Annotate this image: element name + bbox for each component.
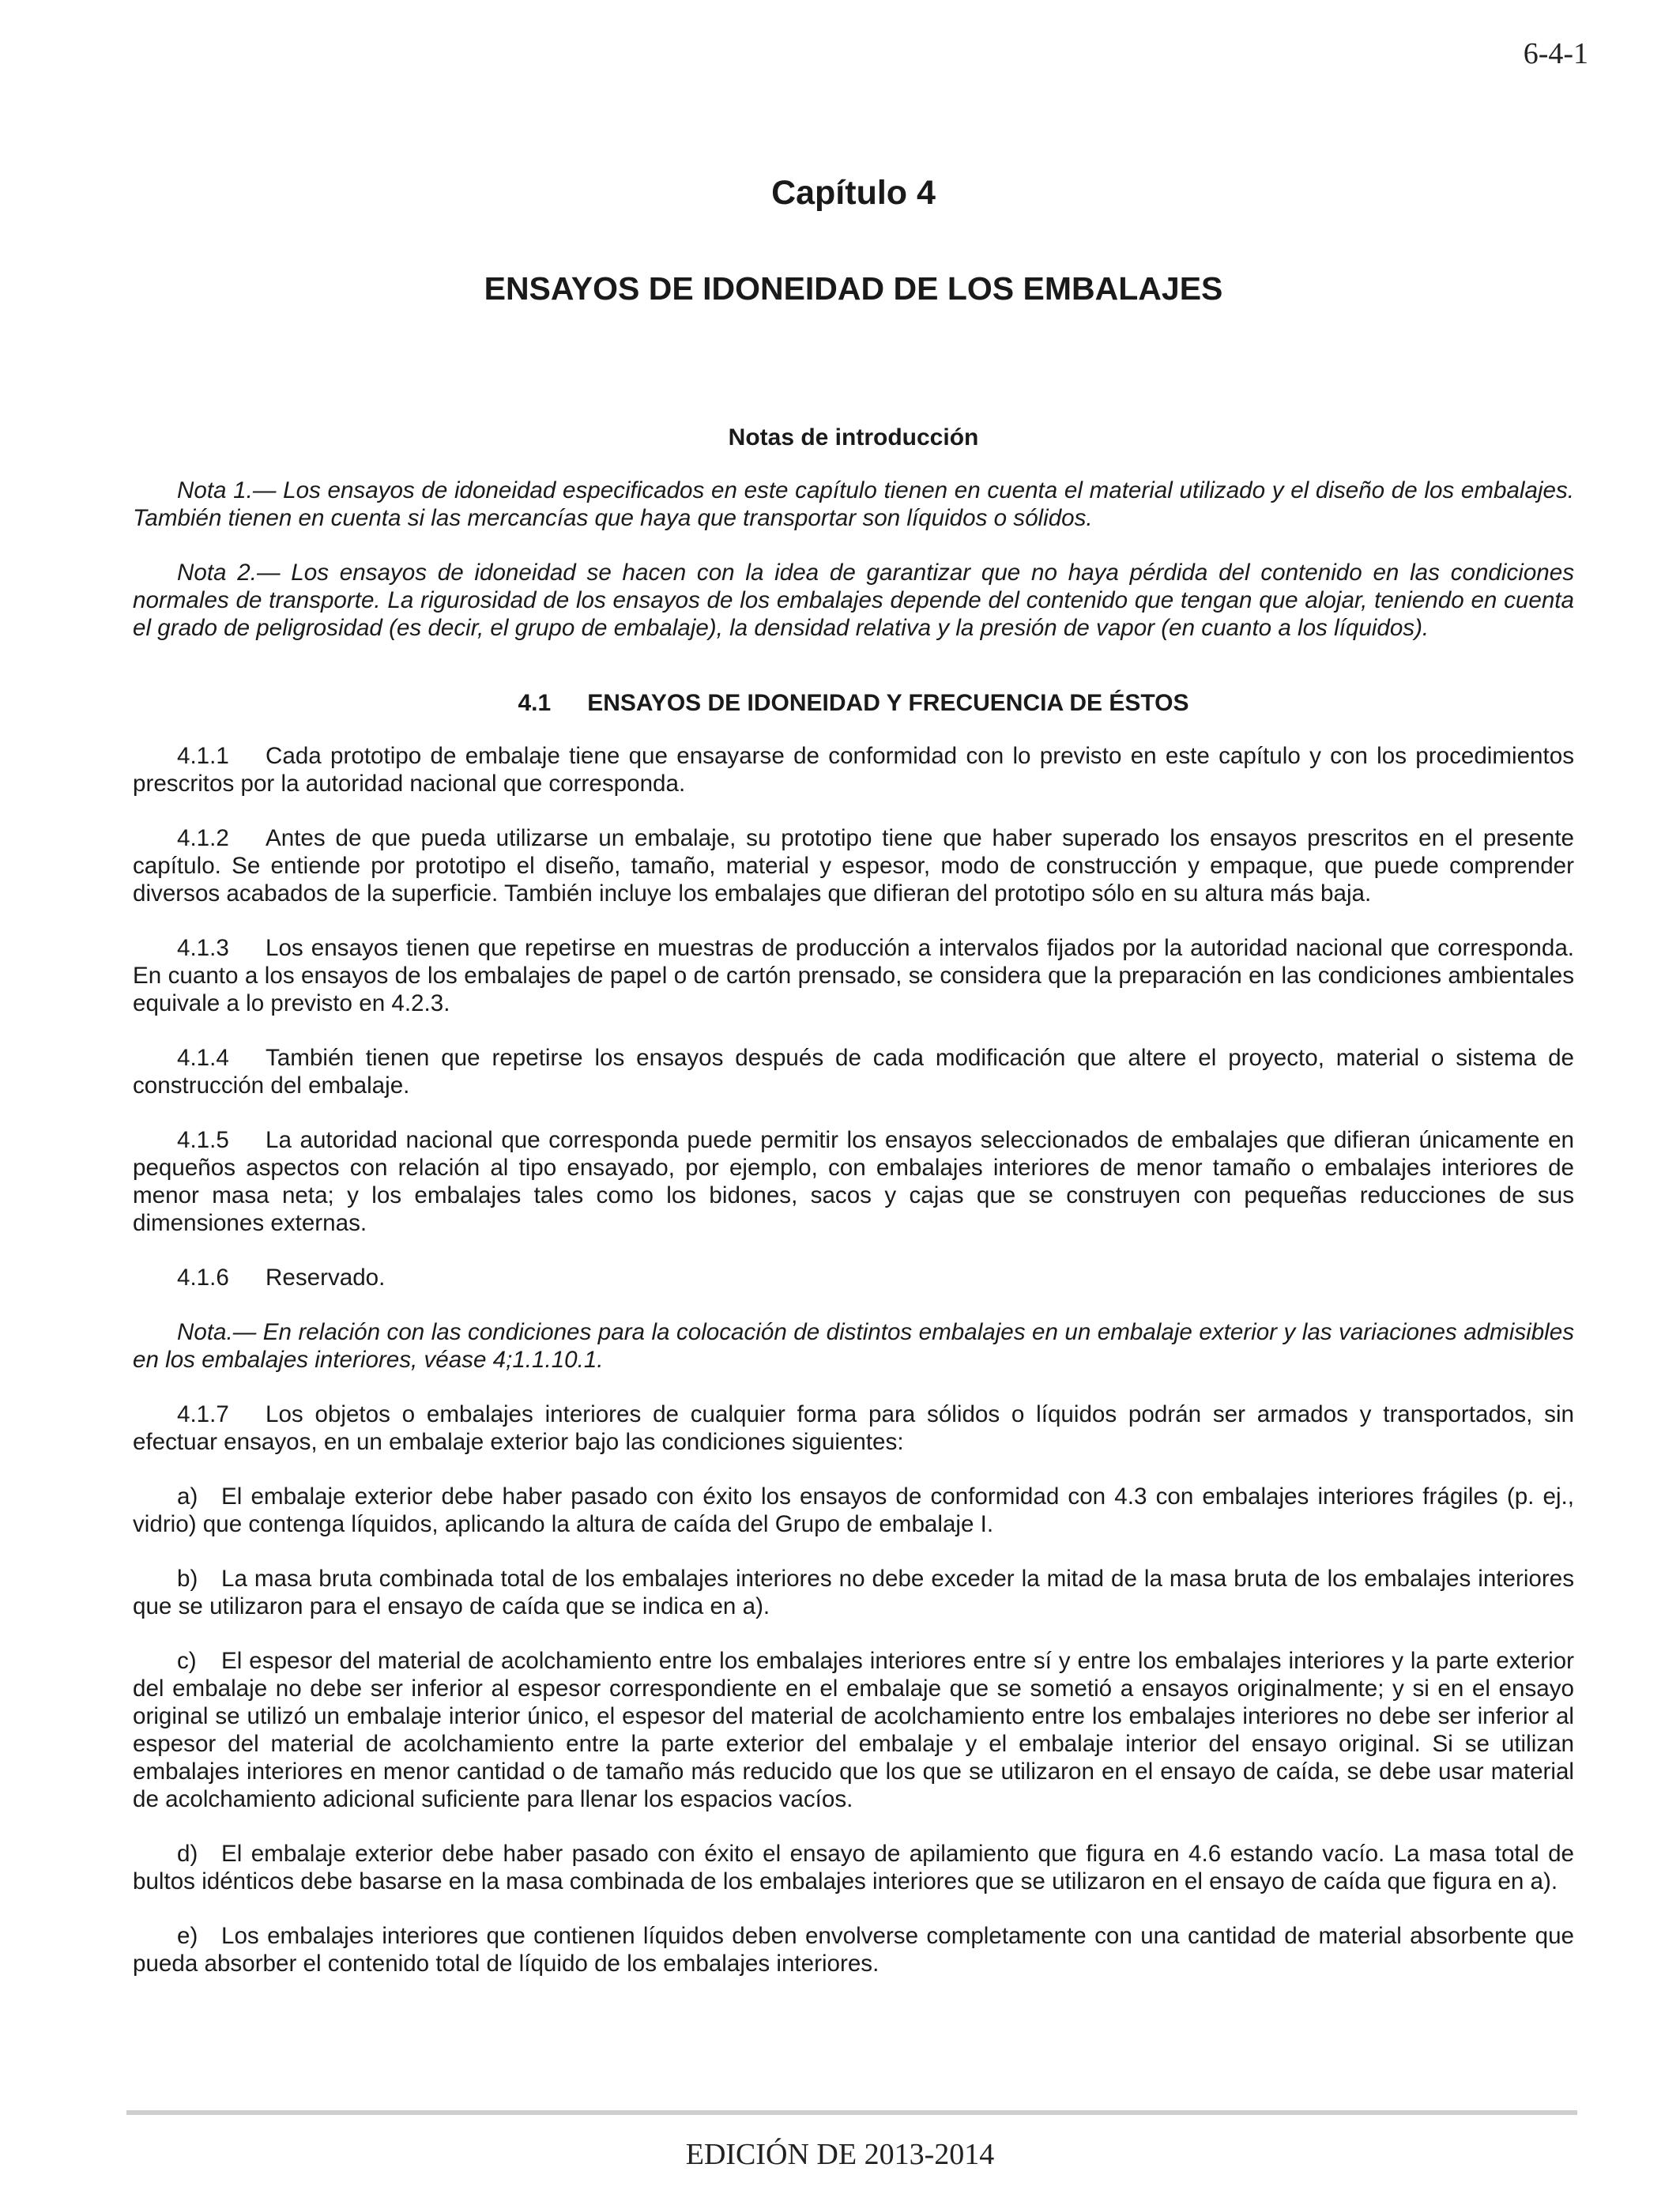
document-body <box>133 172 1574 2004</box>
section-title: ENSAYOS DE IDONEIDAD Y FRECUENCIA DE ÉSTOS <box>587 690 1189 716</box>
list-item-e <box>133 1922 1574 1977</box>
list-item-d <box>133 1840 1574 1895</box>
paragraph-4-1-5 <box>133 1126 1574 1237</box>
chapter-label: Capítulo 4 <box>771 174 936 212</box>
paragraph-number: 4.1.2 <box>177 825 229 851</box>
paragraph-4-1-2 <box>133 824 1574 907</box>
list-item-label: e) <box>177 1923 198 1949</box>
paragraph-text: Antes de que pueda utilizarse un embalaje, su prototipo tiene que haber superado los ensayos prescritos en el presente capítulo. Se entiende por prototipo el diseño, tamaño, material y espesor, modo de construcción y empaque, que puede comprender diversos acabados de la superficie. También incluye los embalajes que difieran del prototipo sólo en su altura más baja. <box>133 825 1574 907</box>
list-item-text: El embalaje exterior debe haber pasado con éxito el ensayo de apilamiento que figura en 4.6 estando vacío. La masa total de bultos idénticos debe basarse en la masa combinada de los embalajes interiores que se utilizaron en el ensayo de caída que figura en a). <box>133 1841 1574 1894</box>
paragraph-number: 4.1.5 <box>177 1127 229 1153</box>
footer-divider <box>126 2110 1577 2115</box>
page-number: 6-4-1 <box>1523 37 1588 70</box>
paragraph-text: Los ensayos tienen que repetirse en muestras de producción a intervalos fijados por la autoridad nacional que corresponda. En cuanto a los ensayos de los embalajes de papel o de cartón prensado, se considera que la preparación en las condiciones ambientales equivale a lo previsto en 4.2.3. <box>133 935 1574 1016</box>
paragraph-number: 4.1.6 <box>177 1265 229 1291</box>
list-item-label: b) <box>177 1566 198 1592</box>
paragraph-text: También tienen que repetirse los ensayos después de cada modificación que altere el proyecto, material o sistema de construcción del embalaje. <box>133 1045 1574 1099</box>
paragraph-4-1-1 <box>133 742 1574 797</box>
paragraph-text: Reservado. <box>266 1265 386 1291</box>
list-item-text: El espesor del material de acolchamiento entre los embalajes interiores entre sí y entre los embalajes interiores y la parte exterior del embalaje no debe ser inferior al espesor correspondiente en el embalaje que se sometió a ensayos originalmente; y si en el ensayo original se utilizó un embalaje interior único, el espesor del material de acolchamiento entre los embalajes interiores no debe ser inferior al espesor del material de acolchamiento entre la parte exterior del embalaje y el embalaje interior del ensayo original. Si se utilizan embalajes interiores en menor cantidad o de tamaño más reducido que los que se utilizaron en el ensayo de caída, se debe usar material de acolchamiento adicional suficiente para llenar los espacios vacíos. <box>133 1648 1574 1812</box>
list-item-label: c) <box>177 1648 197 1674</box>
list-item-text: El embalaje exterior debe haber pasado con éxito los ensayos de conformidad con 4.3 con embalajes interiores frágiles (p. ej., vidrio) que contenga líquidos, aplicando la altura de caída del Grupo de embalaje I. <box>133 1483 1574 1537</box>
section-number: 4.1 <box>518 690 552 716</box>
intro-note-1: Nota 1.— Los ensayos de idoneidad especificados en este capítulo tienen en cuenta el material utilizado y el diseño de los embalajes. También tienen en cuenta si las mercancías que haya que transportar son líquidos o sólidos. <box>133 477 1574 531</box>
paragraph-4-1-7 <box>133 1400 1574 1456</box>
list-item-c <box>133 1647 1574 1813</box>
paragraph-number: 4.1.7 <box>177 1401 229 1427</box>
section-heading <box>133 689 1574 717</box>
paragraph-text: Cada prototipo de embalaje tiene que ensayarse de conformidad con lo previsto en este capítulo y con los procedimientos prescritos por la autoridad nacional que corresponda. <box>133 743 1574 797</box>
paragraph-number: 4.1.3 <box>177 935 229 961</box>
list-item-text: Los embalajes interiores que contienen líquidos deben envolverse completamente con una cantidad de material absorbente que pueda absorber el contenido total de líquido de los embalajes interiores. <box>133 1923 1574 1977</box>
paragraph-4-1-4 <box>133 1044 1574 1099</box>
paragraph-4-1-3 <box>133 934 1574 1017</box>
list-item-text: La masa bruta combinada total de los embalajes interiores no debe exceder la mitad de la masa bruta de los embalajes interiores que se utilizaron para el ensayo de caída que se indica en a). <box>133 1566 1574 1619</box>
paragraph-text: La autoridad nacional que corresponda puede permitir los ensayos seleccionados de embalajes que difieran únicamente en pequeños aspectos con relación al tipo ensayado, por ejemplo, con embalajes interiores de menor tamaño o embalajes interiores de menor masa neta; y los embalajes tales como los bidones, sacos y cajas que se construyen con pequeñas reducciones de sus dimensiones externas. <box>133 1127 1574 1236</box>
list-item-label: a) <box>177 1483 198 1510</box>
list-item-label: d) <box>177 1841 198 1867</box>
paragraph-number: 4.1.1 <box>177 743 229 769</box>
list-item-b <box>133 1565 1574 1620</box>
paragraph-text: Los objetos o embalajes interiores de cualquier forma para sólidos o líquidos podrán ser armados y transportados, sin efectuar ensayos, en un embalaje exterior bajo las condiciones siguientes: <box>133 1401 1574 1455</box>
footer-edition: EDICIÓN DE 2013-2014 <box>685 2138 995 2171</box>
paragraph-number: 4.1.4 <box>177 1045 229 1071</box>
chapter-title: ENSAYOS DE IDONEIDAD DE LOS EMBALAJES <box>484 270 1223 307</box>
intro-heading: Notas de introducción <box>728 424 979 450</box>
list-item-a <box>133 1483 1574 1538</box>
intro-note-2: Nota 2.— Los ensayos de idoneidad se hacen con la idea de garantizar que no haya pérdida del contenido en las condiciones normales de transporte. La rigurosidad de los ensayos de los embalajes depende del contenido que tengan que alojar, teniendo en cuenta el grado de peligrosidad (es decir, el grupo de embalaje), la densidad relativa y la presión de vapor (en cuanto a los líquidos). <box>133 560 1574 641</box>
section-note: Nota.— En relación con las condiciones para la colocación de distintos embalajes en un embalaje exterior y las variaciones admisibles en los embalajes interiores, véase 4;1.1.10.1. <box>133 1319 1574 1373</box>
paragraph-4-1-6 <box>133 1264 1574 1291</box>
